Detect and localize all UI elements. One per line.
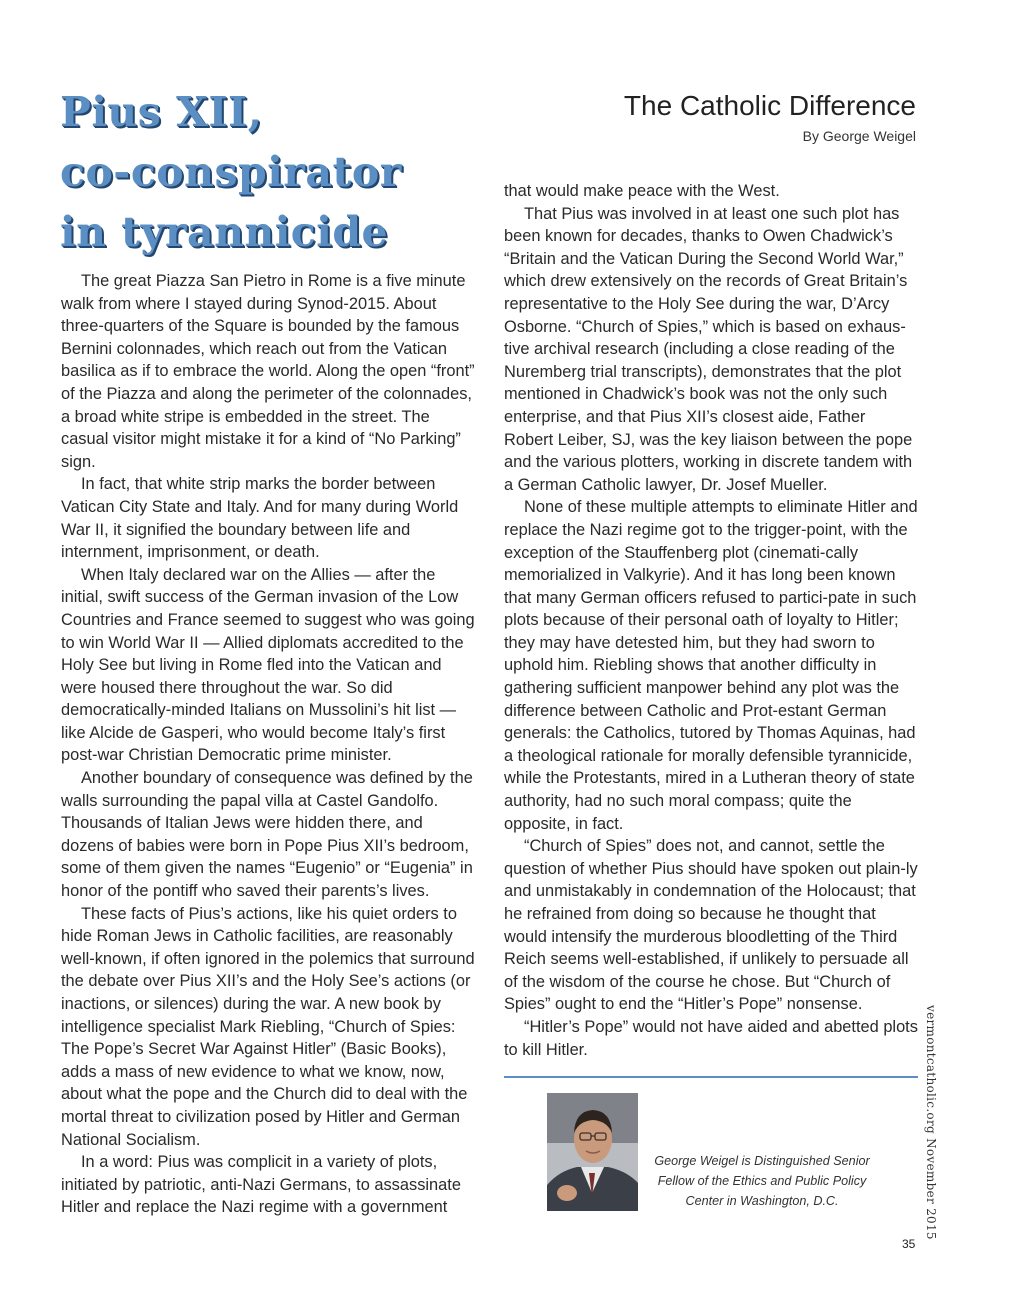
divider-rule bbox=[504, 1076, 918, 1078]
paragraph: The great Piazza San Pietro in Rome is a five minute walk from where I stayed during Synod-2015. About three-quarters of the Square is bounded by the famous Bernini colonnades, which reach out from the Vatican basilica as if to embrace the world. Along the open “front” of the Piazza and along the perimeter of the colonnades, a broad white stripe is embedded in the street. The casual visitor might mistake it for a kind of “No Parking” sign. bbox=[61, 272, 475, 471]
right-column bbox=[504, 180, 918, 1061]
paragraph: In fact, that white strip marks the border between Vatican City State and Italy. And for many during World War II, it signified the boundary between life and internment, imprisonment, or death. bbox=[61, 475, 459, 562]
author-bio: George Weigel is Distinguished Senior Fellow of the Ethics and Public Policy Center in Washington, D.C. bbox=[654, 1154, 870, 1208]
paragraph: “Church of Spies” does not, and cannot, settle the question of whether Pius should have spoken out plain-ly and unmistakably in condemnation of the Holocaust; that he refrained from doing so because he thought that would intensify the murderous bloodletting of the Third Reich seems well-established, if unlikely to persuade all of the wisdom of the course he chose. But “Church of Spies” ought to end the “Hitler’s Pope” nonsense. bbox=[504, 837, 918, 1014]
publication-footer: vermontcatholic.org November 2015 bbox=[924, 1005, 938, 1240]
article-title bbox=[60, 82, 480, 262]
author-portrait-image bbox=[547, 1093, 638, 1211]
column-name: The Catholic Difference bbox=[623, 90, 916, 121]
paragraph: That Pius was involved in at least one such plot has been known for decades, thanks to Owen Chadwick’s “Britain and the Vatican During the Second World War,” which drew extensively on the records of Great Britain’s representative to the Holy See during the war, D’Arcy Osborne. “Church of Spies,” which is based on exhaus-tive archival research (including a close reading of the Nuremberg trial transcripts), demonstrates that the plot mentioned in Chadwick’s book was not the only such enterprise, and that Pius XII’s closest aide, Father Robert Leiber, SJ, was the key liaison between the pope and the various plotters, working in discrete tandem with a German Catholic lawyer, Dr. Josef Mueller. bbox=[504, 204, 913, 494]
paragraph: In a word: Pius was complicit in a variety of plots, initiated by patriotic, anti-Nazi Germans, to assassinate Hitler and replace the Nazi regime with a government bbox=[61, 1153, 461, 1217]
author-photo bbox=[547, 1093, 638, 1211]
title-line-2: co-conspirator bbox=[60, 148, 402, 196]
paragraph: These facts of Pius’s actions, like his quiet orders to hide Roman Jews in Catholic facilities, are reasonably well-known, if often ignored in the polemics that surround the debate over Pius XII’s and the Holy See’s actions (or inactions, or silences) during the war. A new book by intelligence specialist Mark Riebling, “Church of Spies: The Pope’s Secret War Against Hitler” (Basic Books), adds a mass of new evidence to what we know, now, about what the pope and the Church did to deal with the mortal threat to civilization posed by Hitler and German National Socialism. bbox=[61, 904, 475, 1149]
left-column bbox=[61, 270, 479, 1219]
paragraph: “Hitler’s Pope” would not have aided and abetted plots to kill Hitler. bbox=[504, 1017, 918, 1059]
paragraph: Another boundary of consequence was defined by the walls surrounding the papal villa at Castel Gandolfo. Thousands of Italian Jews were hidden there, and dozens of babies were born in Pope Pius XII’s bedroom, some of them given the names “Eugenio” or “Eugenia” in honor of the pontiff who saved their parents’s lives. bbox=[61, 769, 473, 901]
page-number: 35 bbox=[902, 1237, 916, 1251]
byline: By George Weigel bbox=[802, 128, 916, 144]
paragraph-continuation: that would make peace with the West. bbox=[504, 182, 780, 200]
paragraph: None of these multiple attempts to eliminate Hitler and replace the Nazi regime got to the trigger-point, with the exception of the Stauffenberg plot (cinemati-cally memorialized in Valkyrie). And it has long been known that many German officers refused to partici-pate in such plots because of their personal oath of loyalty to Hitler; they may have detested him, but they had sworn to uphold him. Riebling shows that another difficulty in gathering sufficient manpower behind any plot was the difference between Catholic and Prot-estant German generals: the Catholics, tutored by Thomas Aquinas, had a theological rationale for morally defensible tyrannicide, while the Protestants, mired in a Lutheran theory of state authority, had no such moral compass; quite the opposite, in fact. bbox=[504, 498, 918, 833]
title-line-3: in tyrannicide bbox=[60, 208, 389, 256]
title-line-1: Pius XII, bbox=[60, 88, 263, 136]
paragraph: When Italy declared war on the Allies — after the initial, swift success of the German invasion of the Low Countries and France seemed to suggest who was going to win World War II — Allied diplomats accredited to the Holy See but living in Rome fled into the Vatican and were housed there throughout the war. So did democratically-minded Italians on Mussolini’s hit list — like Alcide de Gasperi, who would become Italy’s first post-war Christian Democratic prime minister. bbox=[61, 565, 475, 765]
